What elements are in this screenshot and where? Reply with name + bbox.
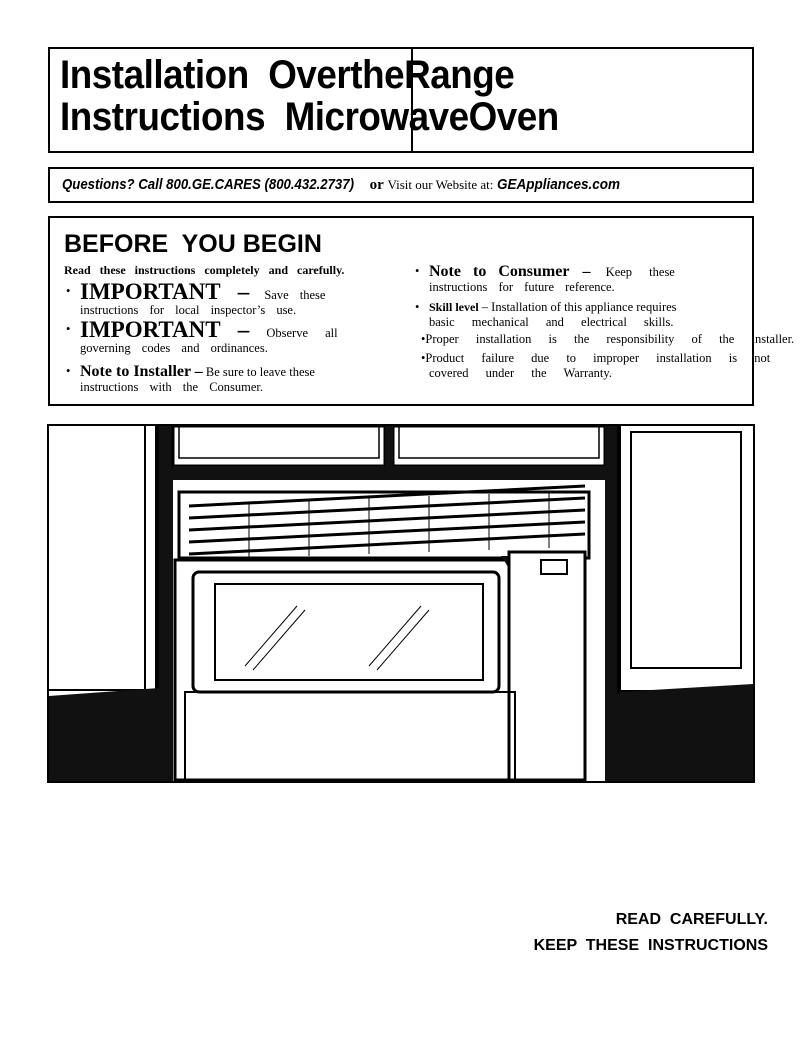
item-text-cont: instructions for future reference. <box>429 280 615 294</box>
questions-phone-text: Questions? Call 800.GE.CARES (800.432.2737) <box>62 176 354 193</box>
website-link[interactable]: GEAppliances.com <box>497 176 621 193</box>
contact-or: or <box>369 177 384 193</box>
item-label: Note to Installer – <box>80 363 203 380</box>
bullet: • <box>421 351 426 365</box>
item-dash: – <box>237 279 250 304</box>
item-text-cont: instructions for local inspector’s use. <box>80 303 297 317</box>
item-text: – Installation of this appliance requires <box>481 300 677 314</box>
item-label: Note to Consumer <box>429 263 570 280</box>
keep-instructions-text: KEEP THESE INSTRUCTIONS <box>533 937 768 954</box>
list-item-note-consumer <box>415 263 675 295</box>
list-item-product-failure <box>421 351 770 381</box>
item-text-cont: basic mechanical and electrical skills. <box>429 315 674 329</box>
item-text: Proper installation is the responsibility of the installer. <box>425 332 795 346</box>
bullet: • <box>66 284 71 298</box>
bullet: • <box>66 364 71 378</box>
item-text: Be sure to leave these <box>205 365 315 379</box>
read-carefully-text: READ CAREFULLY. <box>615 911 768 928</box>
list-item-proper-installation <box>421 332 794 347</box>
microwave-illustration <box>47 424 755 783</box>
item-text: Product failure due to improper installation is not <box>425 351 771 365</box>
contact-bar <box>48 167 754 203</box>
item-text-cont: instructions with the Consumer. <box>80 380 264 394</box>
visit-website-text: Visit our Website at: <box>387 177 494 192</box>
item-text-cont: governing codes and ordinances. <box>80 341 268 355</box>
document-title-line-2: Instructions MicrowaveOven <box>60 95 559 139</box>
list-item-important-2 <box>66 317 338 356</box>
microwave-installed-under-cabinets-icon <box>49 426 753 781</box>
item-text: Save these <box>264 288 326 302</box>
bullet: • <box>415 300 420 314</box>
item-label: IMPORTANT <box>80 279 221 304</box>
title-box <box>48 47 754 153</box>
before-you-begin-box <box>48 216 795 406</box>
item-label: Skill level <box>429 300 479 314</box>
list-item-skill-level <box>415 300 677 330</box>
bullet: • <box>415 264 420 278</box>
item-text: Observe all <box>266 326 338 340</box>
item-text: Keep these <box>605 265 675 279</box>
section-heading: BEFORE YOU BEGIN <box>64 230 322 258</box>
list-item-important-1 <box>66 279 326 318</box>
bullet: • <box>421 332 426 346</box>
document-title-line-1: Installation OvertheRange <box>60 53 515 97</box>
item-dash: – <box>582 263 591 280</box>
item-dash: – <box>237 317 250 342</box>
list-item-note-installer <box>66 363 315 395</box>
item-label: IMPORTANT <box>80 317 221 342</box>
item-text-cont: covered under the Warranty. <box>429 366 612 380</box>
bullet: • <box>66 322 71 336</box>
intro-text: Read these instructions completely and carefully. <box>64 263 345 277</box>
